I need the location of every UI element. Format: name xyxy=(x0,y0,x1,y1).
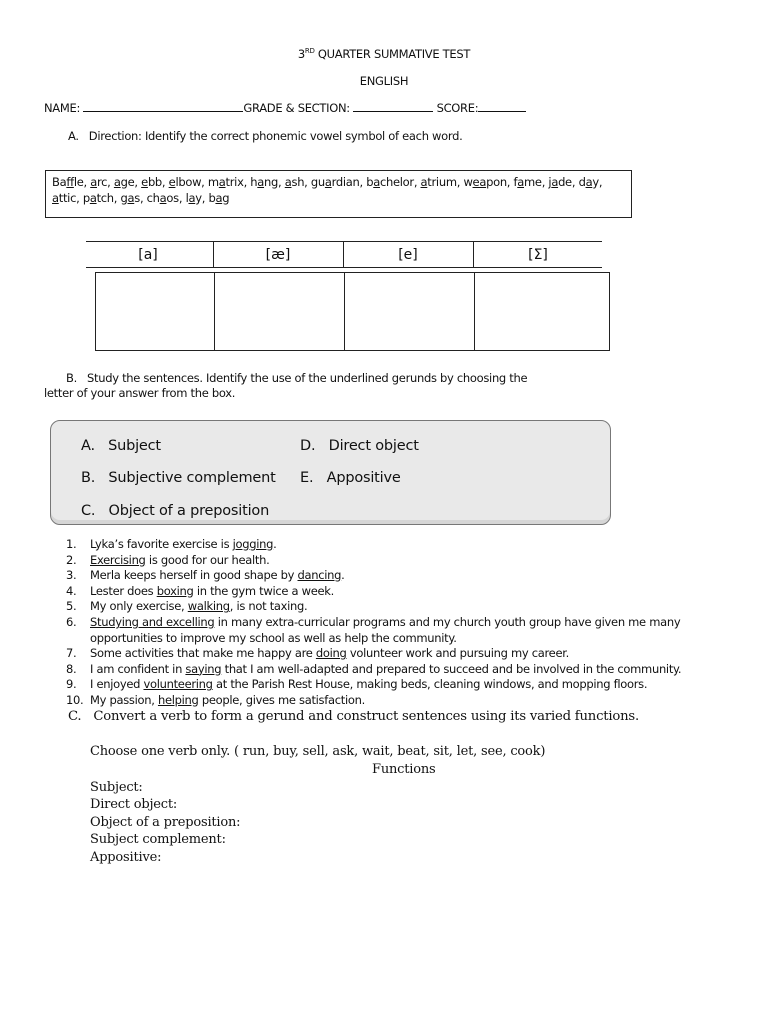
underlined-vowel: e xyxy=(141,175,148,189)
word-list-line xyxy=(52,190,625,206)
sentence-item xyxy=(45,662,705,678)
word-suffix: ng, xyxy=(264,175,285,189)
word-item xyxy=(186,191,209,205)
sentence-text: , is not taxing. xyxy=(229,599,308,614)
word-list-line xyxy=(52,174,625,190)
word-prefix: b xyxy=(366,175,374,189)
sentence-item xyxy=(45,693,705,709)
word-suffix: s, xyxy=(134,191,147,205)
sentence-text: in the gym twice a week. xyxy=(193,583,335,598)
item-number: 4. xyxy=(66,583,77,598)
sentence-item xyxy=(45,615,705,646)
word-prefix: h xyxy=(250,175,258,189)
name-label: NAME: xyxy=(44,101,81,115)
sentence-text: Some activities that make me happy are xyxy=(90,646,316,661)
word-suffix: ttic, xyxy=(58,191,83,205)
name-blank[interactable] xyxy=(83,101,243,112)
underlined-vowel: a xyxy=(90,175,97,189)
word-prefix: j xyxy=(548,175,552,189)
sentence-item xyxy=(45,553,705,569)
title-text: QUARTER SUMMATIVE TEST xyxy=(314,47,471,61)
underlined-gerund: Studying and excelling xyxy=(90,614,215,629)
word-suffix: lbow, xyxy=(175,175,208,189)
student-info-line xyxy=(44,101,526,115)
answer-choices-box xyxy=(50,420,611,525)
word-item xyxy=(421,175,464,189)
gerund-sentence-list xyxy=(45,537,705,709)
underlined-vowel: a xyxy=(517,175,525,189)
word-suffix: rc, xyxy=(96,175,114,189)
word-suffix: pon, xyxy=(486,175,514,189)
word-prefix: f xyxy=(513,175,518,189)
sentence-item xyxy=(45,584,705,600)
word-item xyxy=(169,175,208,189)
word-suffix: chelor, xyxy=(379,175,421,189)
word-item xyxy=(90,175,114,189)
underlined-vowel: a xyxy=(215,191,223,205)
underlined-vowel: a xyxy=(188,191,196,205)
item-number: 1. xyxy=(66,537,77,551)
answer-cell-sigma[interactable] xyxy=(474,272,610,351)
word-suffix: g xyxy=(222,191,230,205)
underlined-gerund: dancing xyxy=(297,568,342,583)
word-item xyxy=(52,191,83,205)
sentence-text: volunteer work and pursuing my career. xyxy=(346,646,569,661)
underlined-gerund: boxing xyxy=(156,583,194,598)
word-suffix: trix, xyxy=(225,175,251,189)
word-item xyxy=(147,191,186,205)
word-item xyxy=(250,175,284,189)
underlined-vowel: a xyxy=(113,175,121,189)
part-c-instruction: C. Convert a verb to form a gerund and construct sentences using its varied functions. xyxy=(68,709,639,724)
word-suffix: tch, xyxy=(96,191,121,205)
score-label: SCORE: xyxy=(436,101,479,115)
underlined-gerund: volunteering xyxy=(143,677,213,692)
sentence-text: is good for our health. xyxy=(145,552,270,567)
word-list-box xyxy=(45,170,632,218)
word-item xyxy=(141,175,169,189)
sentence-item xyxy=(45,646,705,662)
item-number: 2. xyxy=(66,552,77,567)
word-suffix: bb, xyxy=(147,175,169,189)
underlined-vowel: a xyxy=(127,191,135,205)
sentence-text: . xyxy=(273,537,277,551)
underlined-vowel: a xyxy=(551,175,559,189)
item-number: 10. xyxy=(66,692,84,707)
word-prefix: b xyxy=(208,191,216,205)
word-prefix: w xyxy=(463,175,473,189)
word-prefix: d xyxy=(578,175,586,189)
word-prefix: ch xyxy=(146,191,160,205)
sentence-text: Merla keeps herself in good shape by xyxy=(90,568,298,583)
item-number: 8. xyxy=(66,661,77,676)
answer-cell-e[interactable] xyxy=(344,272,475,351)
word-prefix: Ba xyxy=(52,175,67,189)
word-item xyxy=(208,191,229,205)
part-b-instruction-line1: B. Study the sentences. Identify the use of the underlined gerunds by choosing the xyxy=(66,371,528,385)
choice-e-appositive: E. Appositive xyxy=(300,470,401,486)
underlined-vowel: a xyxy=(284,175,292,189)
answer-cell-ae[interactable] xyxy=(214,272,345,351)
choice-c-object-of-preposition: C. Object of a preposition xyxy=(81,503,270,519)
word-item xyxy=(548,175,578,189)
word-item xyxy=(83,191,121,205)
title-superscript: RD xyxy=(304,47,315,56)
word-prefix: m xyxy=(207,175,219,189)
choice-b-subjective-complement: B. Subjective complement xyxy=(81,470,276,486)
sentence-item xyxy=(45,568,705,584)
answer-cell-a[interactable] xyxy=(95,272,215,351)
item-number: 6. xyxy=(66,614,77,629)
function-appositive: Appositive: xyxy=(90,849,162,865)
underlined-vowel: a xyxy=(585,175,593,189)
underlined-vowel: ff xyxy=(66,175,74,189)
underlined-vowel: e xyxy=(168,175,176,189)
score-blank[interactable] xyxy=(478,101,526,112)
item-number: 3. xyxy=(66,568,77,583)
underlined-gerund: doing xyxy=(315,646,347,661)
word-suffix: le, xyxy=(73,175,91,189)
numbered-sentences xyxy=(45,537,705,709)
underlined-vowel: a xyxy=(52,191,59,205)
word-prefix: p xyxy=(82,191,90,205)
sentence-item xyxy=(45,677,705,693)
sentence-text: people, gives me satisfaction. xyxy=(198,692,365,707)
sentence-text: that I am well-adapted and prepared to succeed and be involved in the community. xyxy=(221,661,682,676)
word-prefix: g xyxy=(120,191,128,205)
choice-d-direct-object: D. Direct object xyxy=(300,438,419,454)
sentence-text: . xyxy=(341,568,345,583)
underlined-vowel: a xyxy=(159,191,167,205)
word-item xyxy=(311,175,366,189)
sentence-text: at the Parish Rest House, making beds, cleaning windows, and mopping floors. xyxy=(212,677,648,692)
word-suffix: y, xyxy=(592,175,603,189)
function-subject: Subject: xyxy=(90,780,143,795)
function-subject-complement: Subject complement: xyxy=(90,832,226,848)
table-header-ae: [æ] xyxy=(265,247,291,263)
sentence-item xyxy=(45,537,705,553)
function-direct-object: Direct object: xyxy=(90,797,178,813)
underlined-vowel: a xyxy=(218,175,226,189)
underlined-vowel: a xyxy=(89,191,97,205)
choose-verb-line: Choose one verb only. ( run, buy, sell, ask, wait, beat, sit, let, see, cook) xyxy=(90,744,546,759)
word-suffix: de, xyxy=(558,175,579,189)
word-suffix: rdian, xyxy=(331,175,367,189)
word-item xyxy=(579,175,603,189)
sentence-text: I am confident in xyxy=(90,661,186,676)
sentence-item xyxy=(45,599,705,615)
word-item xyxy=(285,175,311,189)
item-number: 9. xyxy=(66,677,77,692)
underlined-vowel: a xyxy=(420,175,428,189)
word-item xyxy=(463,175,513,189)
table-header-e: [e] xyxy=(398,247,418,263)
underlined-gerund: helping xyxy=(157,692,199,707)
underlined-gerund: walking xyxy=(187,599,230,614)
underlined-gerund: Exercising xyxy=(90,552,146,567)
word-suffix: sh, xyxy=(291,175,311,189)
word-suffix: trium, xyxy=(427,175,464,189)
test-title xyxy=(0,47,768,61)
word-prefix: gu xyxy=(310,175,325,189)
word-suffix: y, xyxy=(195,191,209,205)
underlined-gerund: saying xyxy=(185,661,222,676)
word-suffix: os, xyxy=(166,191,186,205)
item-number: 7. xyxy=(66,646,77,661)
underlined-gerund: jogging xyxy=(232,537,274,551)
word-item xyxy=(114,175,141,189)
underlined-vowel: a xyxy=(257,175,265,189)
functions-list xyxy=(90,779,240,866)
subject-heading: ENGLISH xyxy=(359,74,409,88)
word-item xyxy=(208,175,250,189)
underlined-vowel: a xyxy=(324,175,332,189)
word-item xyxy=(513,175,552,189)
word-suffix: ge, xyxy=(120,175,142,189)
grade-blank[interactable] xyxy=(353,101,433,112)
sentence-text: Lester does xyxy=(90,583,157,598)
title-number: 3 xyxy=(297,47,305,61)
word-item xyxy=(121,191,147,205)
word-item xyxy=(52,175,90,189)
table-header-sigma: [Σ] xyxy=(528,247,548,263)
word-suffix: me, xyxy=(524,175,549,189)
sentence-text: My passion, xyxy=(90,692,158,707)
sentence-text: My only exercise, xyxy=(90,599,188,614)
underlined-vowel: ea xyxy=(472,175,487,189)
underlined-vowel: a xyxy=(373,175,380,189)
part-a-direction: A. Direction: Identify the correct phonemic vowel symbol of each word. xyxy=(68,129,463,143)
word-prefix: l xyxy=(185,191,189,205)
sentence-text: Lyka’s favorite exercise is xyxy=(90,537,233,551)
item-number: 5. xyxy=(66,599,77,614)
grade-label: GRADE & SECTION: xyxy=(243,101,350,115)
word-item xyxy=(366,175,420,189)
sentence-text: in many extra-curricular programs and my church youth group have given me many opportunities to improve my school as well as help the community. xyxy=(90,614,681,645)
part-b-instruction-line2: letter of your answer from the box. xyxy=(44,386,236,400)
choice-a-subject: A. Subject xyxy=(81,438,161,454)
function-object-of-preposition: Object of a preposition: xyxy=(90,814,241,830)
functions-heading: Functions xyxy=(372,762,436,777)
table-header-a: [a] xyxy=(138,247,158,263)
sentence-text: I enjoyed xyxy=(90,677,144,692)
